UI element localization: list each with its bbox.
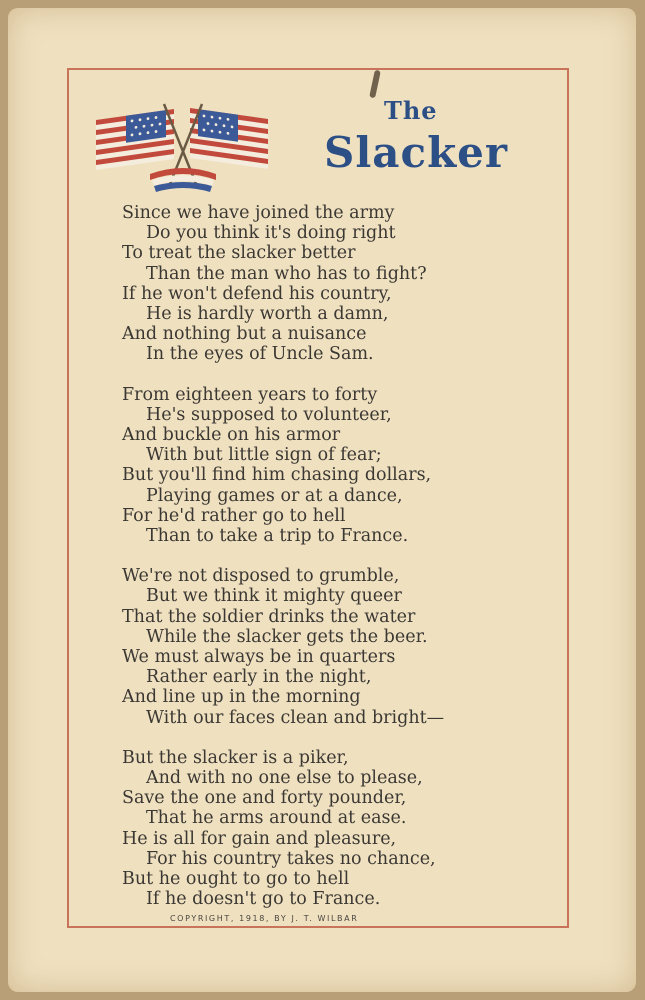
poem-line: But you'll find him chasing dollars, — [122, 465, 432, 486]
poem-line: And buckle on his armor — [122, 425, 341, 446]
poem-line: From eighteen years to forty — [122, 384, 378, 405]
poem-line: While the slacker gets the beer. — [146, 626, 428, 647]
poem-line: But the slacker is a piker, — [122, 747, 349, 768]
poem-line: We must always be in quarters — [122, 647, 396, 668]
poem-line: For he'd rather go to hell — [122, 505, 346, 526]
poem-line: He is hardly worth a damn, — [146, 304, 389, 325]
poem-line: Than to take a trip to France. — [146, 526, 409, 547]
poem-line: With but little sign of fear; — [146, 445, 382, 466]
poem-line: And nothing but a nuisance — [122, 324, 367, 345]
poem-line: That he arms around at ease. — [146, 808, 407, 829]
copyright-line: COPYRIGHT, 1918, BY J. T. WILBAR — [170, 914, 359, 923]
poem-line: He is all for gain and pleasure, — [122, 828, 397, 849]
poem-line: Than the man who has to fight? — [146, 263, 427, 284]
poem-line: And with no one else to please, — [146, 768, 423, 789]
poem-line: If he doesn't go to France. — [146, 889, 381, 910]
poem-line: With our faces clean and bright— — [146, 707, 445, 728]
stanza — [122, 385, 562, 547]
poem-line: Rather early in the night, — [146, 667, 372, 688]
poem-line: He's supposed to volunteer, — [146, 404, 392, 425]
poem — [122, 203, 562, 930]
stanza — [122, 748, 562, 910]
page-title: Slacker — [324, 128, 509, 177]
poem-line: For his country takes no chance, — [146, 848, 436, 869]
poem-line: Playing games or at a dance, — [146, 485, 403, 506]
poem-line: Do you think it's doing right — [146, 223, 396, 244]
title-small: The — [384, 96, 438, 125]
poem-line: But we think it mighty queer — [146, 586, 402, 607]
poem-line: Since we have joined the army — [122, 203, 395, 223]
stanza — [122, 203, 562, 365]
poem-line: But he ought to go to hell — [122, 869, 350, 890]
poem-line: We're not disposed to grumble, — [122, 566, 400, 587]
poem-line: If he won't defend his country, — [122, 283, 392, 304]
poem-line: That the soldier drinks the water — [122, 606, 416, 627]
poem-line: And line up in the morning — [122, 687, 361, 708]
poem-line: In the eyes of Uncle Sam. — [146, 344, 374, 365]
crossed-american-flags-icon — [92, 102, 274, 196]
poem-line: Save the one and forty pounder, — [122, 788, 407, 809]
poem-line: To treat the slacker better — [122, 243, 356, 264]
stanza — [122, 566, 562, 728]
